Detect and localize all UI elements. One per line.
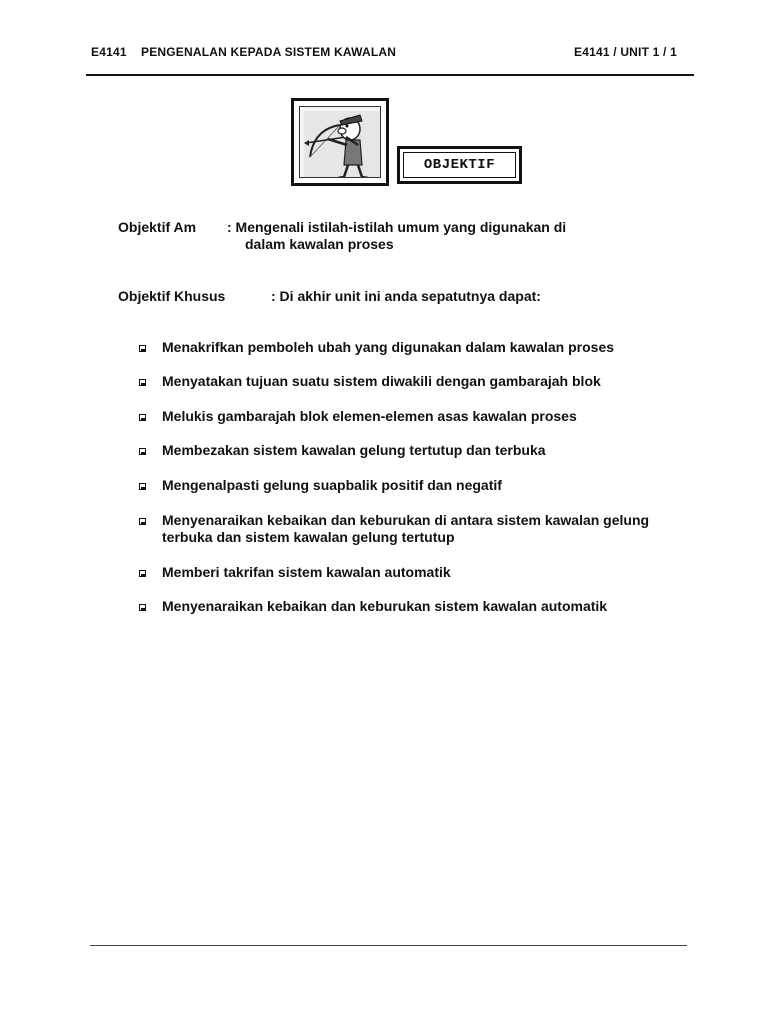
objektif-am-row [118, 219, 678, 255]
objektif-khusus-label: Objektif Khusus [118, 288, 226, 304]
objektif-khusus-text: : Di akhir unit ini anda sepatutnya dapat: [271, 288, 541, 304]
objektif-heading-box [397, 146, 522, 184]
page-header [91, 45, 691, 61]
objective-text: Menyenaraikan kebaikan dan keburukan sistem kawalan automatik [162, 598, 608, 614]
illustration-frame [291, 98, 389, 186]
objective-text: Melukis gambarajah blok elemen-elemen asas kawalan proses [162, 408, 577, 424]
objektif-am-label: Objektif Am [118, 219, 197, 235]
header-rule [86, 74, 694, 76]
footer-rule [90, 945, 687, 946]
archer-illustration-icon [299, 106, 381, 178]
objective-text: Menyenaraikan kebaikan dan keburukan di antara sistem kawalan gelung terbuka dan sistem kawalan gelung tertutup [162, 512, 650, 545]
square-bullet-icon [139, 483, 146, 490]
objective-text: Menakrifkan pemboleh ubah yang digunakan dalam kawalan proses [162, 339, 615, 355]
square-bullet-icon [139, 570, 146, 577]
objektif-am-text-line2: dalam kawalan proses [245, 236, 394, 252]
square-bullet-icon [139, 414, 146, 421]
objektif-khusus-row [118, 288, 678, 306]
square-bullet-icon [139, 448, 146, 455]
objective-text: Membezakan sistem kawalan gelung tertutup dan terbuka [162, 442, 546, 458]
course-code: E4141 [91, 45, 127, 59]
objective-text: Memberi takrifan sistem kawalan automatik [162, 564, 451, 580]
square-bullet-icon [139, 379, 146, 386]
square-bullet-icon [139, 518, 146, 525]
square-bullet-icon [139, 604, 146, 611]
header-title: PENGENALAN KEPADA SISTEM KAWALAN [141, 45, 397, 59]
objective-text: Menyatakan tujuan suatu sistem diwakili dengan gambarajah blok [162, 373, 601, 389]
page-reference: E4141 / UNIT 1 / 1 [574, 45, 677, 59]
objektif-heading: OBJEKTIF [403, 152, 516, 178]
objektif-am-text-line1: : Mengenali istilah-istilah umum yang digunakan di [227, 219, 567, 235]
square-bullet-icon [139, 345, 146, 352]
objective-text: Mengenalpasti gelung suapbalik positif dan negatif [162, 477, 502, 493]
